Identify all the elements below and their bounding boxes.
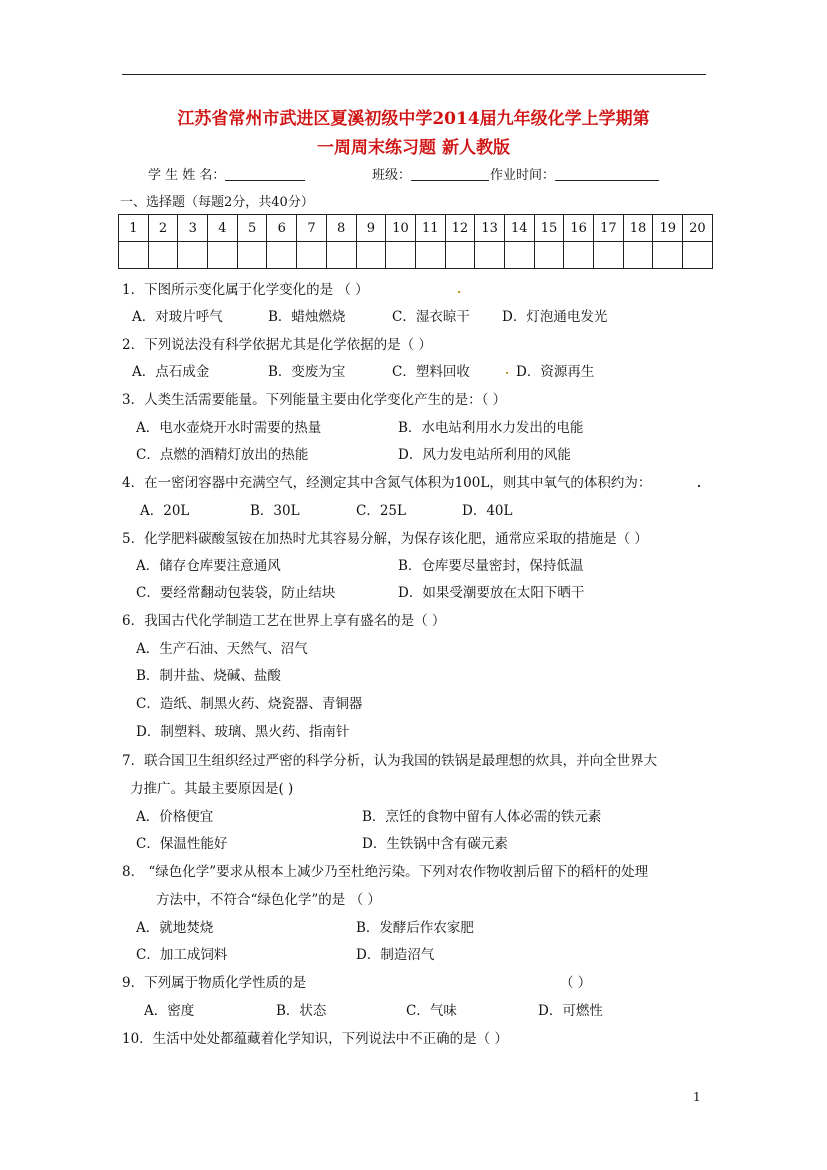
question-8-stem: 8． “绿色化学”要求从根本上减少乃至杜绝污染。下列对农作物收割后留下的稻杆的处理 [122, 864, 649, 880]
q1-option-b: B．蜡烛燃烧 [268, 309, 346, 325]
answer-grid [118, 214, 713, 269]
grid-number-cell: 1 [119, 215, 149, 242]
grid-number-cell: 5 [237, 215, 267, 242]
q3-option-b: B．水电站利用水力发出的电能 [398, 420, 584, 436]
class-label: 班级： [372, 168, 412, 183]
grid-number-cell: 12 [445, 215, 475, 242]
q5-option-d: D．如果受潮要放在太阳下晒干 [398, 585, 585, 601]
answer-grid-number-row [119, 215, 713, 242]
q6-option-d: D．制塑料、玻璃、黑火药、指南针 [136, 724, 350, 740]
q5-option-a: A．储存仓库要注意通风 [136, 558, 281, 574]
q8-option-c: C．加工成饲料 [136, 947, 228, 963]
q8-option-d: D．制造沼气 [356, 947, 435, 963]
grid-answer-cell[interactable] [119, 242, 149, 269]
grid-number-cell: 3 [178, 215, 208, 242]
q2-option-d: D．资源再生 [516, 364, 595, 380]
q9-option-b: B．状态 [276, 1003, 327, 1019]
question-3-stem: 3．人类生活需要能量。下列能量主要由化学变化产生的是：（ ） [122, 392, 507, 408]
stray-mark [506, 372, 508, 374]
q3-option-d: D．风力发电站所利用的风能 [398, 447, 571, 463]
q5-option-c: C．要经常翻动包装袋，防止结块 [136, 585, 336, 601]
q2-option-c: C．塑料回收 [392, 364, 470, 380]
grid-answer-cell[interactable] [475, 242, 505, 269]
document-title-line2: 一周周末练习题 新人教版 [317, 138, 510, 158]
grid-answer-cell[interactable] [653, 242, 683, 269]
question-9-answer-paren: （ ） [560, 975, 592, 991]
grid-answer-cell[interactable] [356, 242, 386, 269]
stray-mark [698, 485, 700, 487]
grid-number-cell: 13 [475, 215, 505, 242]
q6-option-a: A．生产石油、天然气、沼气 [136, 641, 308, 657]
grid-answer-cell[interactable] [594, 242, 624, 269]
q1-option-a: A．对玻片呼气 [132, 309, 223, 325]
question-10-stem: 10．生活中处处都蕴藏着化学知识，下列说法中不正确的是（ ） [122, 1031, 508, 1047]
grid-answer-cell[interactable] [297, 242, 327, 269]
q5-option-b: B．仓库要尽量密封，保持低温 [398, 558, 584, 574]
question-2-stem: 2．下列说法没有科学依据尤其是化学依据的是（ ） [122, 337, 432, 353]
grid-answer-cell[interactable] [683, 242, 713, 269]
grid-number-cell: 18 [623, 215, 653, 242]
grid-answer-cell[interactable] [237, 242, 267, 269]
q9-option-a: A．密度 [144, 1003, 195, 1019]
q4-option-a: A．20L [140, 503, 190, 519]
grid-answer-cell[interactable] [208, 242, 238, 269]
question-7-stem: 7．联合国卫生组织经过严密的科学分析，认为我国的铁锅是最理想的炊具，并向全世界大 [122, 753, 658, 769]
question-5-stem: 5．化学肥料碳酸氢铵在加热时尤其容易分解，为保存该化肥，通常应采取的措施是（ ） [122, 531, 648, 547]
grid-number-cell: 15 [534, 215, 564, 242]
q6-option-b: B．制井盐、烧碱、盐酸 [136, 668, 281, 684]
grid-answer-cell[interactable] [504, 242, 534, 269]
student-name-label: 学 生 姓 名： [148, 168, 226, 183]
q2-option-b: B．变废为宝 [268, 364, 346, 380]
q9-option-d: D．可燃性 [538, 1003, 603, 1019]
grid-answer-cell[interactable] [534, 242, 564, 269]
question-7-stem-continued: 力推广。其最主要原因是( ) [130, 781, 294, 797]
question-9-stem: 9．下列属于物质化学性质的是 [122, 975, 307, 991]
grid-number-cell: 4 [208, 215, 238, 242]
q4-option-b: B．30L [250, 503, 300, 519]
answer-grid-answer-row [119, 242, 713, 269]
homework-time-field [490, 164, 659, 183]
question-4-stem: 4．在一密闭容器中充满空气，经测定其中含氮气体积为100L，则其中氧气的体积约为： [122, 475, 652, 491]
grid-answer-cell[interactable] [326, 242, 356, 269]
homework-time-blank[interactable] [555, 167, 659, 181]
grid-answer-cell[interactable] [386, 242, 416, 269]
grid-number-cell: 14 [504, 215, 534, 242]
stray-mark [458, 291, 460, 293]
grid-number-cell: 8 [326, 215, 356, 242]
header-rule [122, 74, 706, 75]
q8-option-a: A．就地焚烧 [136, 920, 214, 936]
student-name-field [148, 164, 305, 183]
grid-answer-cell[interactable] [267, 242, 297, 269]
question-1-stem: 1．下图所示变化属于化学变化的是 （ ） [122, 282, 369, 298]
student-name-blank[interactable] [225, 167, 305, 181]
grid-number-cell: 9 [356, 215, 386, 242]
page-number: 1 [693, 1090, 701, 1104]
homework-time-label: 作业时间： [490, 168, 556, 183]
grid-number-cell: 19 [653, 215, 683, 242]
section-heading: 一、选择题（每题2分，共40分） [120, 195, 314, 210]
class-blank[interactable] [411, 167, 489, 181]
grid-number-cell: 16 [564, 215, 594, 242]
grid-number-cell: 6 [267, 215, 297, 242]
q7-option-a: A．价格便宜 [136, 809, 214, 825]
class-field [372, 164, 489, 183]
question-6-stem: 6．我国古代化学制造工艺在世界上享有盛名的是（ ） [122, 613, 446, 629]
grid-answer-cell[interactable] [148, 242, 178, 269]
grid-number-cell: 20 [683, 215, 713, 242]
q6-option-c: C．造纸、制黑火药、烧瓷器、青铜器 [136, 696, 363, 712]
grid-answer-cell[interactable] [623, 242, 653, 269]
q3-option-c: C．点燃的酒精灯放出的热能 [136, 447, 309, 463]
grid-number-cell: 10 [386, 215, 416, 242]
q7-option-d: D．生铁锅中含有碳元素 [362, 836, 508, 852]
q8-option-b: B．发酵后作农家肥 [356, 920, 474, 936]
q7-option-b: B．烹饪的食物中留有人体必需的铁元素 [362, 809, 602, 825]
grid-number-cell: 7 [297, 215, 327, 242]
grid-number-cell: 11 [415, 215, 445, 242]
q9-option-c: C．气味 [406, 1003, 457, 1019]
grid-answer-cell[interactable] [178, 242, 208, 269]
grid-answer-cell[interactable] [564, 242, 594, 269]
grid-answer-cell[interactable] [415, 242, 445, 269]
q1-option-c: C．湿衣晾干 [392, 309, 470, 325]
q2-option-a: A．点石成金 [132, 364, 210, 380]
grid-number-cell: 17 [594, 215, 624, 242]
q7-option-c: C．保温性能好 [136, 836, 228, 852]
q4-option-c: C．25L [356, 503, 406, 519]
q1-option-d: D．灯泡通电发光 [502, 309, 608, 325]
question-8-stem-continued: 方法中，不符合“绿色化学”的是 （ ） [156, 892, 381, 908]
document-title-line1: 江苏省常州市武进区夏溪初级中学2014届九年级化学上学期第 [177, 109, 650, 129]
q4-option-d: D．40L [462, 503, 513, 519]
q3-option-a: A．电水壶烧开水时需要的热量 [136, 420, 322, 436]
grid-answer-cell[interactable] [445, 242, 475, 269]
grid-number-cell: 2 [148, 215, 178, 242]
